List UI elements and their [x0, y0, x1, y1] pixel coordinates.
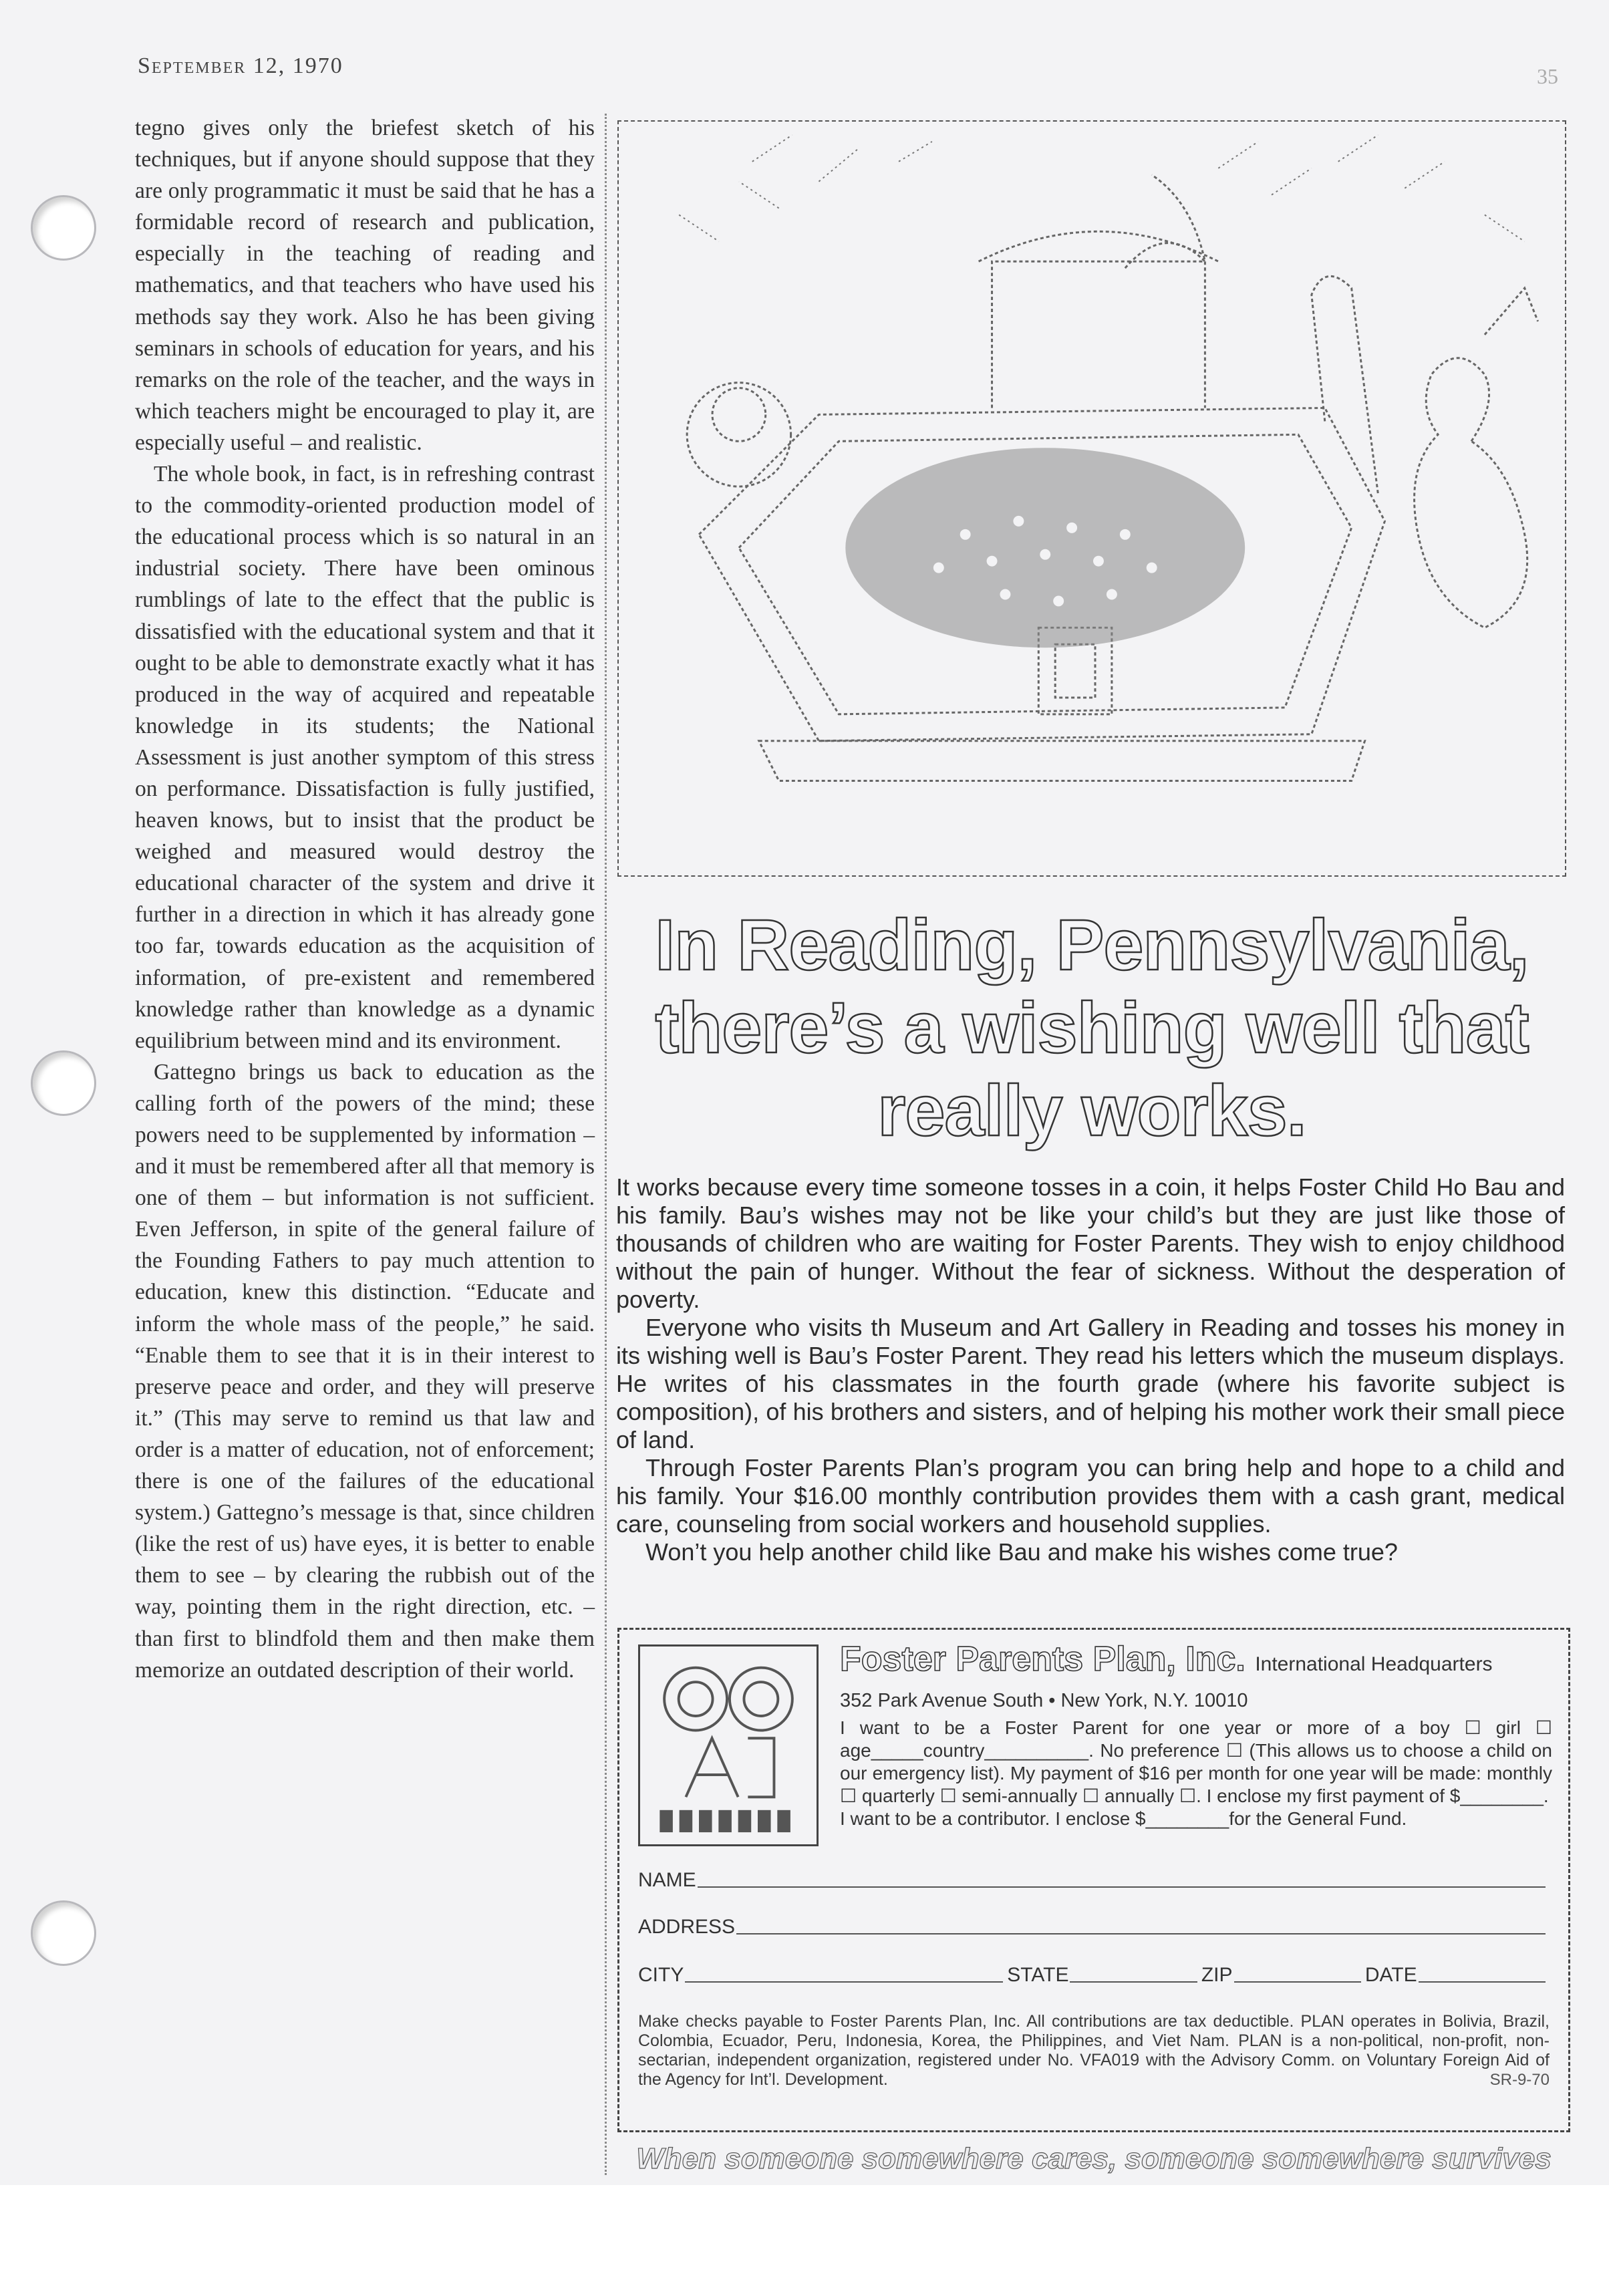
ad-paragraph: Everyone who visits th Museum and Art Gallery in Reading and tosses his money in its wishing well is Bau’s Foster Parent. They read his letters which the museum displays. He writes of his classmates in the fourth grade (where his favorite subject is composition), of his brothers and sisters, and of helping his mother work their small piece of land. — [616, 1314, 1565, 1453]
address-label: ADDRESS — [638, 1916, 736, 1938]
ad-headline — [617, 903, 1566, 1152]
article-paragraph: The whole book, in fact, is in refreshing contrast to the commodity-oriented production model of the educational process which is so natural in an industrial society. There have been ominous rumblings of late to the effect that the public is dissatisfied with the educational system and that it ought to be able to demonstrate exactly what it has produced in the way of acquired and repeatable knowledge in its students; the National Assessment is just another symptom of this stress on performance. Dissatisfaction is fully justified, heaven knows, but to insist that the product be weighed and measured would destroy the educational character of the system and drive it further in a direction in which it has already gone too far, towards education as the acquisition of information, of pre-existent and remembered knowledge rather than knowledge as a dynamic equilibrium between mind and its environment. — [135, 462, 595, 1053]
page-number: 35 — [1537, 64, 1558, 88]
ad-body — [616, 1173, 1565, 1566]
ad-paragraph: It works because every time someone tosses in a coin, it helps Foster Child Ho Bau and his family. Bau’s wishes may not be like your child’s but they are just like those of thousands of children who are waiting for Foster Parents. They wish to enjoy childhood without the pain of hunger. Without the fear of sickness. Without the desperation of poverty. — [616, 1173, 1565, 1313]
punch-hole — [31, 1050, 96, 1116]
illustration-drawing — [619, 122, 1565, 875]
running-header-date: September 12, 1970 — [138, 53, 343, 78]
address-row — [638, 1912, 1550, 1939]
org-name: Foster Parents Plan, Inc. — [840, 1640, 1246, 1679]
ad-paragraph: Won’t you help another child like Bau and make his wishes come true? — [645, 1538, 1398, 1566]
name-field[interactable] — [698, 1886, 1546, 1888]
city-field[interactable] — [685, 1981, 1003, 1983]
punch-hole — [31, 1900, 96, 1966]
headline-line: there’s a wishing well that — [655, 987, 1529, 1068]
punch-hole — [31, 195, 96, 261]
org-address: 352 Park Avenue South • New York, N.Y. 10010 — [840, 1690, 1248, 1711]
ad-tagline: When someone somewhere cares, someone somewhere survives — [636, 2142, 1552, 2175]
org-headquarters: International Headquarters — [1255, 1653, 1493, 1675]
headline-line: really works. — [877, 1070, 1306, 1151]
zip-label: ZIP — [1201, 1964, 1233, 1986]
article-paragraph: Gattegno brings us back to education as the calling forth of the powers of the mind; these powers need to be supplemented by information – and it must be remembered after all that memory is one of them – but information is not sufficient. Even Jefferson, in spite of the general failure of the Founding Fathers to pay much attention to education, knew this distinction. “Educate and inform the whole mass of the people,” he said. “Enable them to see that it is in their interest to preserve peace and order, and they will preserve it.” (This may serve to remind us that law and order is a matter of education, not of enforcement; there is one of the failures of the educational system.) Gattegno’s message is that, since children (like the rest of us) have eyes, it is better to enable them to see – by clearing the rubbish out of the way, pointing them in the right direction, etc. – than first to blindfold them and then make them memorize an outdated description of their world. — [135, 1059, 595, 1683]
foster-parent-option[interactable]: I want to be a Foster Parent for one year or more of a boy ☐ girl ☐ age_____country__________. No preference ☐ (This allows us to choose a child on our emergency list). My payment of $16 per month for one year will be made: monthly ☐ quarterly ☐ semi-annually ☐ annually ☐. I enclose my first payment of $________. — [840, 1717, 1552, 1806]
org-heading — [840, 1639, 1493, 1679]
contributor-option[interactable]: I want to be a contributor. I enclose $________for the General Fund. — [840, 1808, 1407, 1829]
article-column — [135, 112, 595, 1686]
enrollment-options — [840, 1717, 1552, 1830]
wishing-well-illustration — [617, 120, 1566, 877]
article-paragraph: tegno gives only the briefest sketch of his techniques, but if anyone should suppose that they are only programmatic it must be said that he has a formidable record of research and publication, especially in the teaching of reading and mathematics, and that teachers who have used his methods say they work. Also he has been giving seminars in schools of education for years, and his remarks on the role of the teacher, and the ways in which teachers might be encouraged to play it, are especially useful – and realistic. — [135, 116, 595, 455]
headline-line: In Reading, Pennsylvania, — [655, 904, 1529, 985]
fine-print-text: Make checks payable to Foster Parents Plan, Inc. All contributions are tax deductible. PLAN operates in Bolivia, Brazil, Colombia, Ecuador, Peru, Indonesia, Korea, the Philippines, and Viet Nam. PLAN is a non-political, non-profit, non-sectarian, independent organization, registered under No. VFA019 with the Advisory Comm. on Voluntary Foreign Aid of the Agency for Int’l. Development. — [638, 2012, 1550, 2089]
state-field[interactable] — [1070, 1981, 1197, 1983]
name-row — [638, 1865, 1550, 1892]
city-row — [638, 1960, 1550, 1987]
ad-code: SR-9-70 — [1489, 2071, 1550, 2089]
ad-paragraph: Through Foster Parents Plan’s program you can bring help and hope to a child and his family. Your $16.00 monthly contribution provides them with a cash grant, medical care, counseling from social workers and household supplies. — [616, 1454, 1565, 1538]
city-label: CITY — [638, 1964, 684, 1986]
address-field[interactable] — [736, 1933, 1546, 1934]
state-label: STATE — [1007, 1964, 1069, 1986]
zip-field[interactable] — [1234, 1981, 1361, 1983]
name-label: NAME — [638, 1869, 696, 1891]
coupon-fine-print — [638, 2012, 1550, 2090]
foster-parents-plan-logo — [638, 1644, 819, 1846]
date-label: DATE — [1364, 1964, 1417, 1986]
column-divider — [605, 114, 607, 2175]
donation-coupon — [617, 1628, 1570, 2132]
date-field[interactable] — [1419, 1981, 1546, 1983]
logo-drawing — [640, 1646, 817, 1844]
